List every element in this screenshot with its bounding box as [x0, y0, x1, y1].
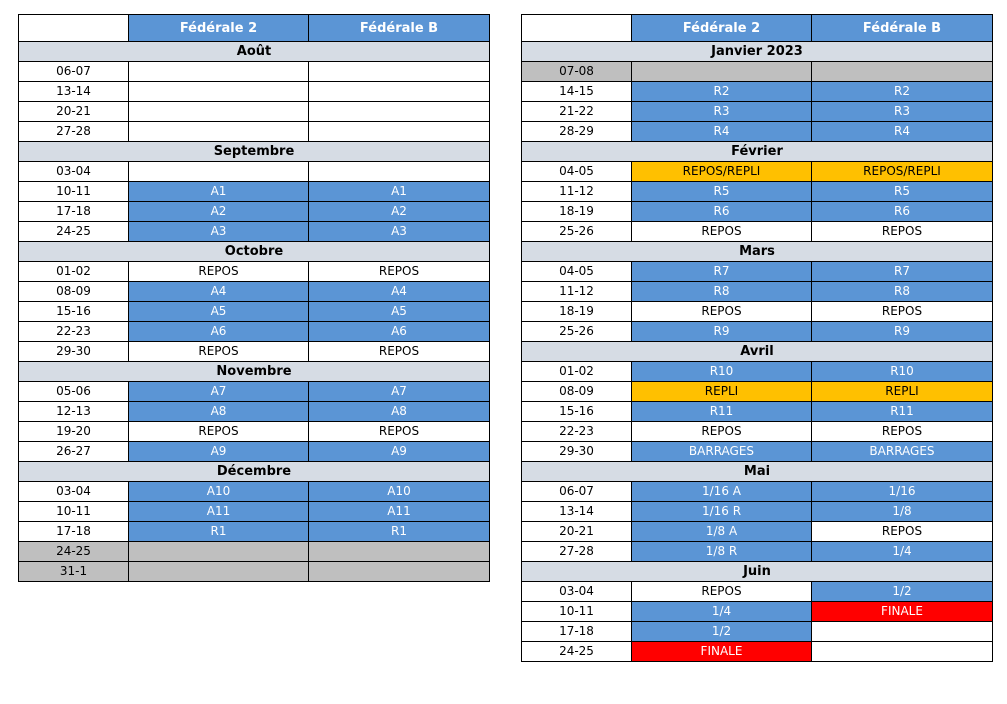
- calendar-table-right: [521, 14, 993, 662]
- date-cell: 21-22: [522, 102, 632, 122]
- federale-2-cell: A1: [129, 182, 309, 202]
- federale-2-cell: REPOS: [632, 582, 812, 602]
- federale-2-cell: REPOS: [129, 342, 309, 362]
- date-cell: 20-21: [19, 102, 129, 122]
- header-federale-2: Fédérale 2: [632, 15, 812, 42]
- table-row: [19, 262, 490, 282]
- month-row: [522, 42, 993, 62]
- date-cell: 14-15: [522, 82, 632, 102]
- federale-2-cell: 1/8 R: [632, 542, 812, 562]
- table-row: [19, 182, 490, 202]
- federale-2-cell: A10: [129, 482, 309, 502]
- federale-2-cell: [129, 82, 309, 102]
- table-row: [522, 442, 993, 462]
- date-cell: 13-14: [522, 502, 632, 522]
- date-cell: 13-14: [19, 82, 129, 102]
- federale-b-cell: A2: [309, 202, 490, 222]
- date-cell: 27-28: [522, 542, 632, 562]
- date-cell: 01-02: [19, 262, 129, 282]
- table-row: [19, 402, 490, 422]
- date-cell: 05-06: [19, 382, 129, 402]
- federale-2-cell: R8: [632, 282, 812, 302]
- federale-2-cell: [129, 562, 309, 582]
- header-row: [522, 15, 993, 42]
- date-cell: 15-16: [522, 402, 632, 422]
- table-row: [522, 602, 993, 622]
- table-row: [19, 322, 490, 342]
- federale-b-cell: R1: [309, 522, 490, 542]
- federale-b-cell: [309, 62, 490, 82]
- month-row: [522, 142, 993, 162]
- table-row: [522, 362, 993, 382]
- federale-2-cell: A2: [129, 202, 309, 222]
- month-label: Mai: [522, 462, 993, 482]
- federale-2-cell: [129, 102, 309, 122]
- federale-2-cell: R5: [632, 182, 812, 202]
- date-cell: 07-08: [522, 62, 632, 82]
- federale-b-cell: [309, 102, 490, 122]
- table-row: [522, 322, 993, 342]
- month-row: [19, 462, 490, 482]
- federale-b-cell: REPOS/REPLI: [812, 162, 993, 182]
- federale-b-cell: R9: [812, 322, 993, 342]
- month-label: Décembre: [19, 462, 490, 482]
- federale-b-cell: A8: [309, 402, 490, 422]
- table-row: [19, 562, 490, 582]
- month-row: [522, 342, 993, 362]
- date-cell: 06-07: [19, 62, 129, 82]
- table-row: [522, 282, 993, 302]
- federale-b-cell: REPOS: [812, 222, 993, 242]
- date-cell: 11-12: [522, 282, 632, 302]
- table-row: [522, 182, 993, 202]
- date-cell: 03-04: [19, 482, 129, 502]
- table-row: [19, 162, 490, 182]
- table-row: [522, 122, 993, 142]
- header-federale-b: Fédérale B: [812, 15, 993, 42]
- month-row: [522, 462, 993, 482]
- date-cell: 08-09: [19, 282, 129, 302]
- date-cell: 24-25: [19, 222, 129, 242]
- date-cell: 10-11: [19, 182, 129, 202]
- federale-2-cell: REPOS: [129, 422, 309, 442]
- date-cell: 18-19: [522, 302, 632, 322]
- date-cell: 06-07: [522, 482, 632, 502]
- table-row: [19, 282, 490, 302]
- federale-2-cell: R9: [632, 322, 812, 342]
- table-row: [522, 302, 993, 322]
- table-row: [19, 482, 490, 502]
- federale-b-cell: REPLI: [812, 382, 993, 402]
- table-row: [19, 122, 490, 142]
- table-row: [19, 102, 490, 122]
- month-label: Août: [19, 42, 490, 62]
- table-row: [522, 222, 993, 242]
- month-label: Avril: [522, 342, 993, 362]
- table-row: [19, 82, 490, 102]
- date-cell: 22-23: [522, 422, 632, 442]
- date-cell: 20-21: [522, 522, 632, 542]
- federale-2-cell: R11: [632, 402, 812, 422]
- month-label: Juin: [522, 562, 993, 582]
- federale-2-cell: A9: [129, 442, 309, 462]
- federale-b-cell: [812, 642, 993, 662]
- federale-2-cell: [129, 542, 309, 562]
- date-cell: 08-09: [522, 382, 632, 402]
- table-row: [19, 302, 490, 322]
- table-row: [19, 62, 490, 82]
- month-row: [19, 242, 490, 262]
- table-row: [19, 382, 490, 402]
- date-cell: 17-18: [19, 522, 129, 542]
- federale-b-cell: A4: [309, 282, 490, 302]
- federale-b-cell: 1/2: [812, 582, 993, 602]
- federale-b-cell: A11: [309, 502, 490, 522]
- federale-2-cell: 1/8 A: [632, 522, 812, 542]
- header-date-cell: [522, 15, 632, 42]
- table-row: [522, 642, 993, 662]
- federale-2-cell: A8: [129, 402, 309, 422]
- month-label: Octobre: [19, 242, 490, 262]
- federale-b-cell: 1/8: [812, 502, 993, 522]
- date-cell: 03-04: [19, 162, 129, 182]
- federale-2-cell: 1/16 A: [632, 482, 812, 502]
- date-cell: 18-19: [522, 202, 632, 222]
- table-row: [522, 382, 993, 402]
- federale-2-cell: R4: [632, 122, 812, 142]
- date-cell: 03-04: [522, 582, 632, 602]
- table-row: [522, 402, 993, 422]
- federale-2-cell: R6: [632, 202, 812, 222]
- header-federale-b: Fédérale B: [309, 15, 490, 42]
- federale-2-cell: REPOS: [632, 222, 812, 242]
- table-row: [522, 542, 993, 562]
- federale-b-cell: [309, 82, 490, 102]
- federale-2-cell: R1: [129, 522, 309, 542]
- month-label: Février: [522, 142, 993, 162]
- federale-2-cell: REPOS: [632, 422, 812, 442]
- federale-b-cell: R7: [812, 262, 993, 282]
- table-row: [19, 442, 490, 462]
- month-row: [522, 562, 993, 582]
- federale-2-cell: 1/2: [632, 622, 812, 642]
- date-cell: 25-26: [522, 322, 632, 342]
- federale-b-cell: [309, 542, 490, 562]
- table-row: [19, 222, 490, 242]
- month-label: Novembre: [19, 362, 490, 382]
- federale-b-cell: 1/4: [812, 542, 993, 562]
- federale-b-cell: REPOS: [309, 262, 490, 282]
- date-cell: 29-30: [19, 342, 129, 362]
- federale-2-cell: A4: [129, 282, 309, 302]
- federale-b-cell: A10: [309, 482, 490, 502]
- date-cell: 27-28: [19, 122, 129, 142]
- table-row: [522, 162, 993, 182]
- federale-2-cell: REPOS: [632, 302, 812, 322]
- date-cell: 04-05: [522, 262, 632, 282]
- federale-b-cell: A7: [309, 382, 490, 402]
- date-cell: 31-1: [19, 562, 129, 582]
- table-row: [522, 262, 993, 282]
- date-cell: 29-30: [522, 442, 632, 462]
- federale-2-cell: A5: [129, 302, 309, 322]
- table-row: [522, 582, 993, 602]
- table-row: [522, 422, 993, 442]
- federale-b-cell: R10: [812, 362, 993, 382]
- table-row: [522, 62, 993, 82]
- federale-b-cell: [309, 162, 490, 182]
- table-row: [522, 622, 993, 642]
- date-cell: 11-12: [522, 182, 632, 202]
- federale-2-cell: REPLI: [632, 382, 812, 402]
- federale-b-cell: R2: [812, 82, 993, 102]
- federale-2-cell: [129, 162, 309, 182]
- date-cell: 12-13: [19, 402, 129, 422]
- federale-b-cell: REPOS: [812, 422, 993, 442]
- table-row: [522, 102, 993, 122]
- federale-b-cell: REPOS: [812, 302, 993, 322]
- month-label: Janvier 2023: [522, 42, 993, 62]
- federale-b-cell: A3: [309, 222, 490, 242]
- table-row: [19, 342, 490, 362]
- federale-2-cell: R3: [632, 102, 812, 122]
- date-cell: 10-11: [19, 502, 129, 522]
- federale-b-cell: REPOS: [309, 422, 490, 442]
- federale-b-cell: R5: [812, 182, 993, 202]
- month-label: Mars: [522, 242, 993, 262]
- federale-b-cell: A6: [309, 322, 490, 342]
- federale-b-cell: REPOS: [812, 522, 993, 542]
- calendar-table-left: [18, 14, 490, 582]
- federale-b-cell: R3: [812, 102, 993, 122]
- federale-b-cell: [309, 562, 490, 582]
- federale-2-cell: [632, 62, 812, 82]
- federale-b-cell: A1: [309, 182, 490, 202]
- date-cell: 22-23: [19, 322, 129, 342]
- date-cell: 04-05: [522, 162, 632, 182]
- federale-2-cell: R2: [632, 82, 812, 102]
- federale-b-cell: R6: [812, 202, 993, 222]
- federale-2-cell: R7: [632, 262, 812, 282]
- federale-2-cell: A6: [129, 322, 309, 342]
- federale-b-cell: R8: [812, 282, 993, 302]
- federale-2-cell: BARRAGES: [632, 442, 812, 462]
- month-label: Septembre: [19, 142, 490, 162]
- federale-2-cell: FINALE: [632, 642, 812, 662]
- federale-b-cell: A5: [309, 302, 490, 322]
- table-row: [19, 502, 490, 522]
- table-row: [19, 422, 490, 442]
- federale-2-cell: A7: [129, 382, 309, 402]
- federale-b-cell: BARRAGES: [812, 442, 993, 462]
- date-cell: 01-02: [522, 362, 632, 382]
- federale-b-cell: A9: [309, 442, 490, 462]
- federale-2-cell: [129, 62, 309, 82]
- header-date-cell: [19, 15, 129, 42]
- federale-b-cell: 1/16: [812, 482, 993, 502]
- date-cell: 15-16: [19, 302, 129, 322]
- federale-b-cell: [812, 62, 993, 82]
- date-cell: 17-18: [522, 622, 632, 642]
- date-cell: 28-29: [522, 122, 632, 142]
- federale-b-cell: REPOS: [309, 342, 490, 362]
- month-row: [19, 362, 490, 382]
- header-row: [19, 15, 490, 42]
- month-row: [19, 142, 490, 162]
- date-cell: 25-26: [522, 222, 632, 242]
- table-row: [522, 82, 993, 102]
- federale-2-cell: 1/4: [632, 602, 812, 622]
- federale-2-cell: 1/16 R: [632, 502, 812, 522]
- date-cell: 10-11: [522, 602, 632, 622]
- federale-b-cell: [812, 622, 993, 642]
- table-row: [522, 202, 993, 222]
- federale-2-cell: A3: [129, 222, 309, 242]
- table-row: [522, 482, 993, 502]
- month-row: [522, 242, 993, 262]
- date-cell: 26-27: [19, 442, 129, 462]
- table-row: [522, 502, 993, 522]
- federale-2-cell: A11: [129, 502, 309, 522]
- federale-b-cell: R4: [812, 122, 993, 142]
- table-row: [19, 522, 490, 542]
- header-federale-2: Fédérale 2: [129, 15, 309, 42]
- federale-2-cell: REPOS/REPLI: [632, 162, 812, 182]
- federale-b-cell: FINALE: [812, 602, 993, 622]
- table-row: [19, 542, 490, 562]
- date-cell: 24-25: [19, 542, 129, 562]
- date-cell: 24-25: [522, 642, 632, 662]
- federale-2-cell: R10: [632, 362, 812, 382]
- federale-b-cell: [309, 122, 490, 142]
- date-cell: 17-18: [19, 202, 129, 222]
- table-row: [522, 522, 993, 542]
- federale-2-cell: REPOS: [129, 262, 309, 282]
- table-row: [19, 202, 490, 222]
- date-cell: 19-20: [19, 422, 129, 442]
- federale-b-cell: R11: [812, 402, 993, 422]
- federale-2-cell: [129, 122, 309, 142]
- month-row: [19, 42, 490, 62]
